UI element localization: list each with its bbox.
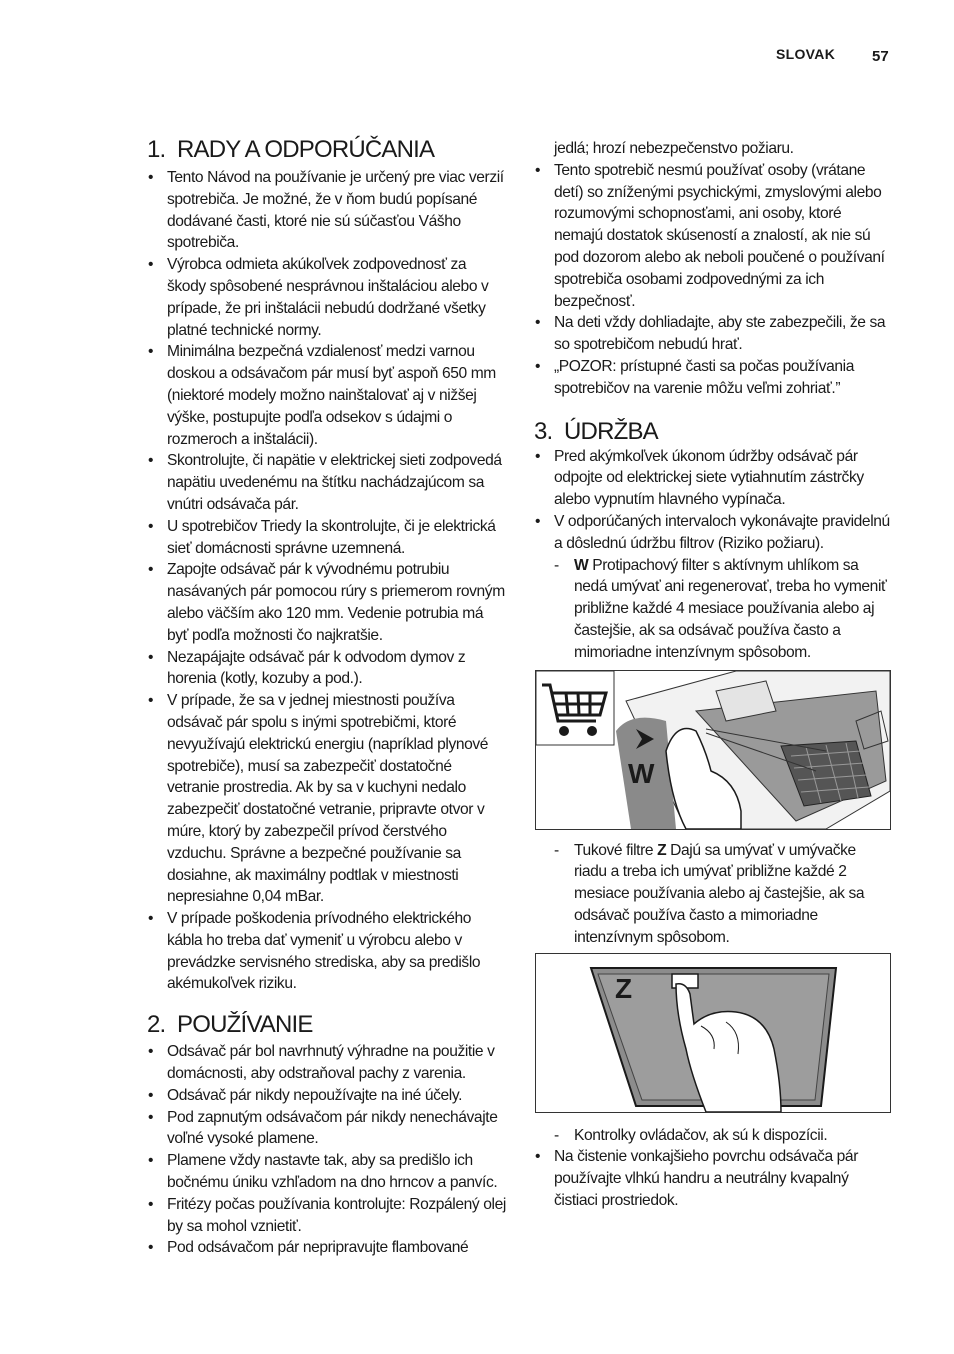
header-language: SLOVAK bbox=[776, 46, 836, 62]
section-3-list bbox=[534, 446, 892, 664]
list-item: • Pred akýmkoľvek úkonom údržby odsávač pár odpojte od elektrickej siete vytiahnutím zástrčky alebo vypnutím hlavného vypínača. bbox=[534, 446, 892, 511]
list-item: • Výrobca odmieta akúkoľvek zodpovednosť za škody spôsobené nesprávnou inštaláciou alebo v prípade, že pri inštalácii nebudú dodržané všetky platné technické normy. bbox=[147, 254, 507, 341]
list-item: • Nezapájajte odsávač pár k odvodom dymov z horenia (kotly, kozuby a pod.). bbox=[147, 647, 507, 691]
section-3-final-list bbox=[534, 1125, 892, 1212]
list-item: • Odsávač pár bol navrhnutý výhradne na použitie v domácnosti, aby odstraňoval pachy z varenia. bbox=[147, 1041, 507, 1085]
list-item: • „POZOR: prístupné časti sa počas používania spotrebičov na varenie môžu veľmi zohriať.” bbox=[534, 356, 892, 400]
list-item: • Odsávač pár nikdy nepoužívajte na iné účely. bbox=[147, 1085, 507, 1107]
left-column bbox=[147, 136, 507, 1259]
section-2-list-continued bbox=[534, 160, 892, 400]
right-column bbox=[534, 138, 892, 1212]
page-number: 57 bbox=[872, 48, 889, 65]
list-item: • Fritézy počas používania kontrolujte: Rozpálený olej by sa mohol vznietiť. bbox=[147, 1194, 507, 1238]
list-item: • Tento spotrebič nesmú používať osoby (vrátane detí) so zníženými psychickými, zmyslovými alebo rozumovými schopnosťami, ani osoby, ktoré nemajú dostatok skúseností a znalostí, ak nie sú pod dozorom alebo ak neboli poučené o používaní spotrebiča osobami zodpovednými za ich bezpečnosť. bbox=[534, 160, 892, 313]
list-item: • V odporúčaných intervaloch vykonávajte pravidelnú a dôslednú údržbu filtrov (Riziko požiaru). bbox=[534, 511, 892, 555]
list-item: • Zapojte odsávač pár k vývodnému potrubiu nasávaných pár pomocou rúry s priemerom rovným alebo väčším ako 120 mm. Vedenie potrubia má byť podľa možnosti čo najkratšie. bbox=[147, 559, 507, 646]
sub-item-control-lights: - Kontrolky ovládačov, ak sú k dispozícii. bbox=[534, 1125, 892, 1147]
list-item: • Tento Návod na používanie je určený pre viac verzií spotrebiča. Je možné, že v ňom budú popísané dodávané časti, ktoré nie sú súčasťou Vášho spotrebiča. bbox=[147, 167, 507, 254]
filter-label-w: W bbox=[628, 757, 655, 789]
sub-item-charcoal-filter: - W Protipachový filter s aktívnym uhlíkom sa nedá umývať ani regenerovať, treba ho vymeniť približne každé 4 mesiace používania alebo aj častejšie, ak sa odsávač používa často a mimoriadne intenzívnym spôsobom. bbox=[534, 555, 892, 664]
section-2-list bbox=[147, 1041, 507, 1259]
section-1-list bbox=[147, 167, 507, 995]
section-3-sublist bbox=[534, 840, 892, 949]
list-item: • Skontrolujte, či napätie v elektrickej sieti zodpovedá napätiu uvedenému na štítku nachádzajúcom sa vnútri odsávača pár. bbox=[147, 450, 507, 515]
list-item: • V prípade poškodenia prívodného elektrického kábla ho treba dať vymeniť u výrobcu alebo v prevádzke servisného strediska, aby sa predišlo akémukoľvek riziku. bbox=[147, 908, 507, 995]
list-item: • Minimálna bezpečná vzdialenosť medzi varnou doskou a odsávačom pár musí byť aspoň 650 mm (niektoré modely možno nainštalovať aj v nižšej výške, postupujte podľa odsekov s údajmi o rozmeroch a inštalácii). bbox=[147, 341, 507, 450]
list-item: • Na deti vždy dohliadajte, aby ste zabezpečili, že sa so spotrebičom nebudú hrať. bbox=[534, 312, 892, 356]
sub-item-grease-filters: - Tukové filtre Z Dajú sa umývať v umývačke riadu a treba ich umývať približne každé 2 mesiace používania alebo aj častejšie, ak sa odsávač používa často a mimoriadne intenzívnym spôsobom. bbox=[534, 840, 892, 949]
list-item-continuation: jedlá; hrozí nebezpečenstvo požiaru. bbox=[554, 140, 794, 157]
list-item: • Plamene vždy nastavte tak, aby sa predišlo ich bočnému úniku vzhľadom na dno hrncov a panvíc. bbox=[147, 1150, 507, 1194]
list-item: • U spotrebičov Triedy Ia skontrolujte, či je elektrická sieť domácnosti správne uzemnená. bbox=[147, 516, 507, 560]
filter-label-z: Z bbox=[615, 972, 632, 1004]
section-2-heading: 2. POUŽÍVANIE bbox=[147, 1011, 313, 1039]
section-3-heading: 3. ÚDRŽBA bbox=[534, 417, 658, 445]
list-item: • Pod zapnutým odsávačom pár nikdy nenechávajte voľné vysoké plamene. bbox=[147, 1107, 507, 1151]
charcoal-filter-illustration bbox=[535, 670, 891, 830]
grease-filter-illustration bbox=[535, 953, 891, 1113]
list-item: • Na čistenie vonkajšieho povrchu odsávača pár používajte vlhkú handru a neutrálny kvapalný čistiaci prostriedok. bbox=[534, 1146, 892, 1211]
list-item: • Pod odsávačom pár nepripravujte flambované bbox=[147, 1237, 507, 1259]
list-item: • V prípade, že sa v jednej miestnosti používa odsávač pár spolu s inými spotrebičmi, ktoré nevyužívajú elektrickú energiu (napríklad plynové spotrebiče), musí sa zabezpečiť dostatočné vetranie prostredia. Ak by sa v kuchyni nedalo zabezpečiť dostatočné vetranie, pripravte otvor v múre, ktorý by zabezpečil prívod čerstvého vzduchu. Správne a bezpečné používanie sa dosiahne, ak maximálny podtlak v miestnosti nepresiahne 0,04 mBar. bbox=[147, 690, 507, 908]
section-1-heading: 1. RADY A ODPORÚČANIA bbox=[147, 136, 435, 163]
